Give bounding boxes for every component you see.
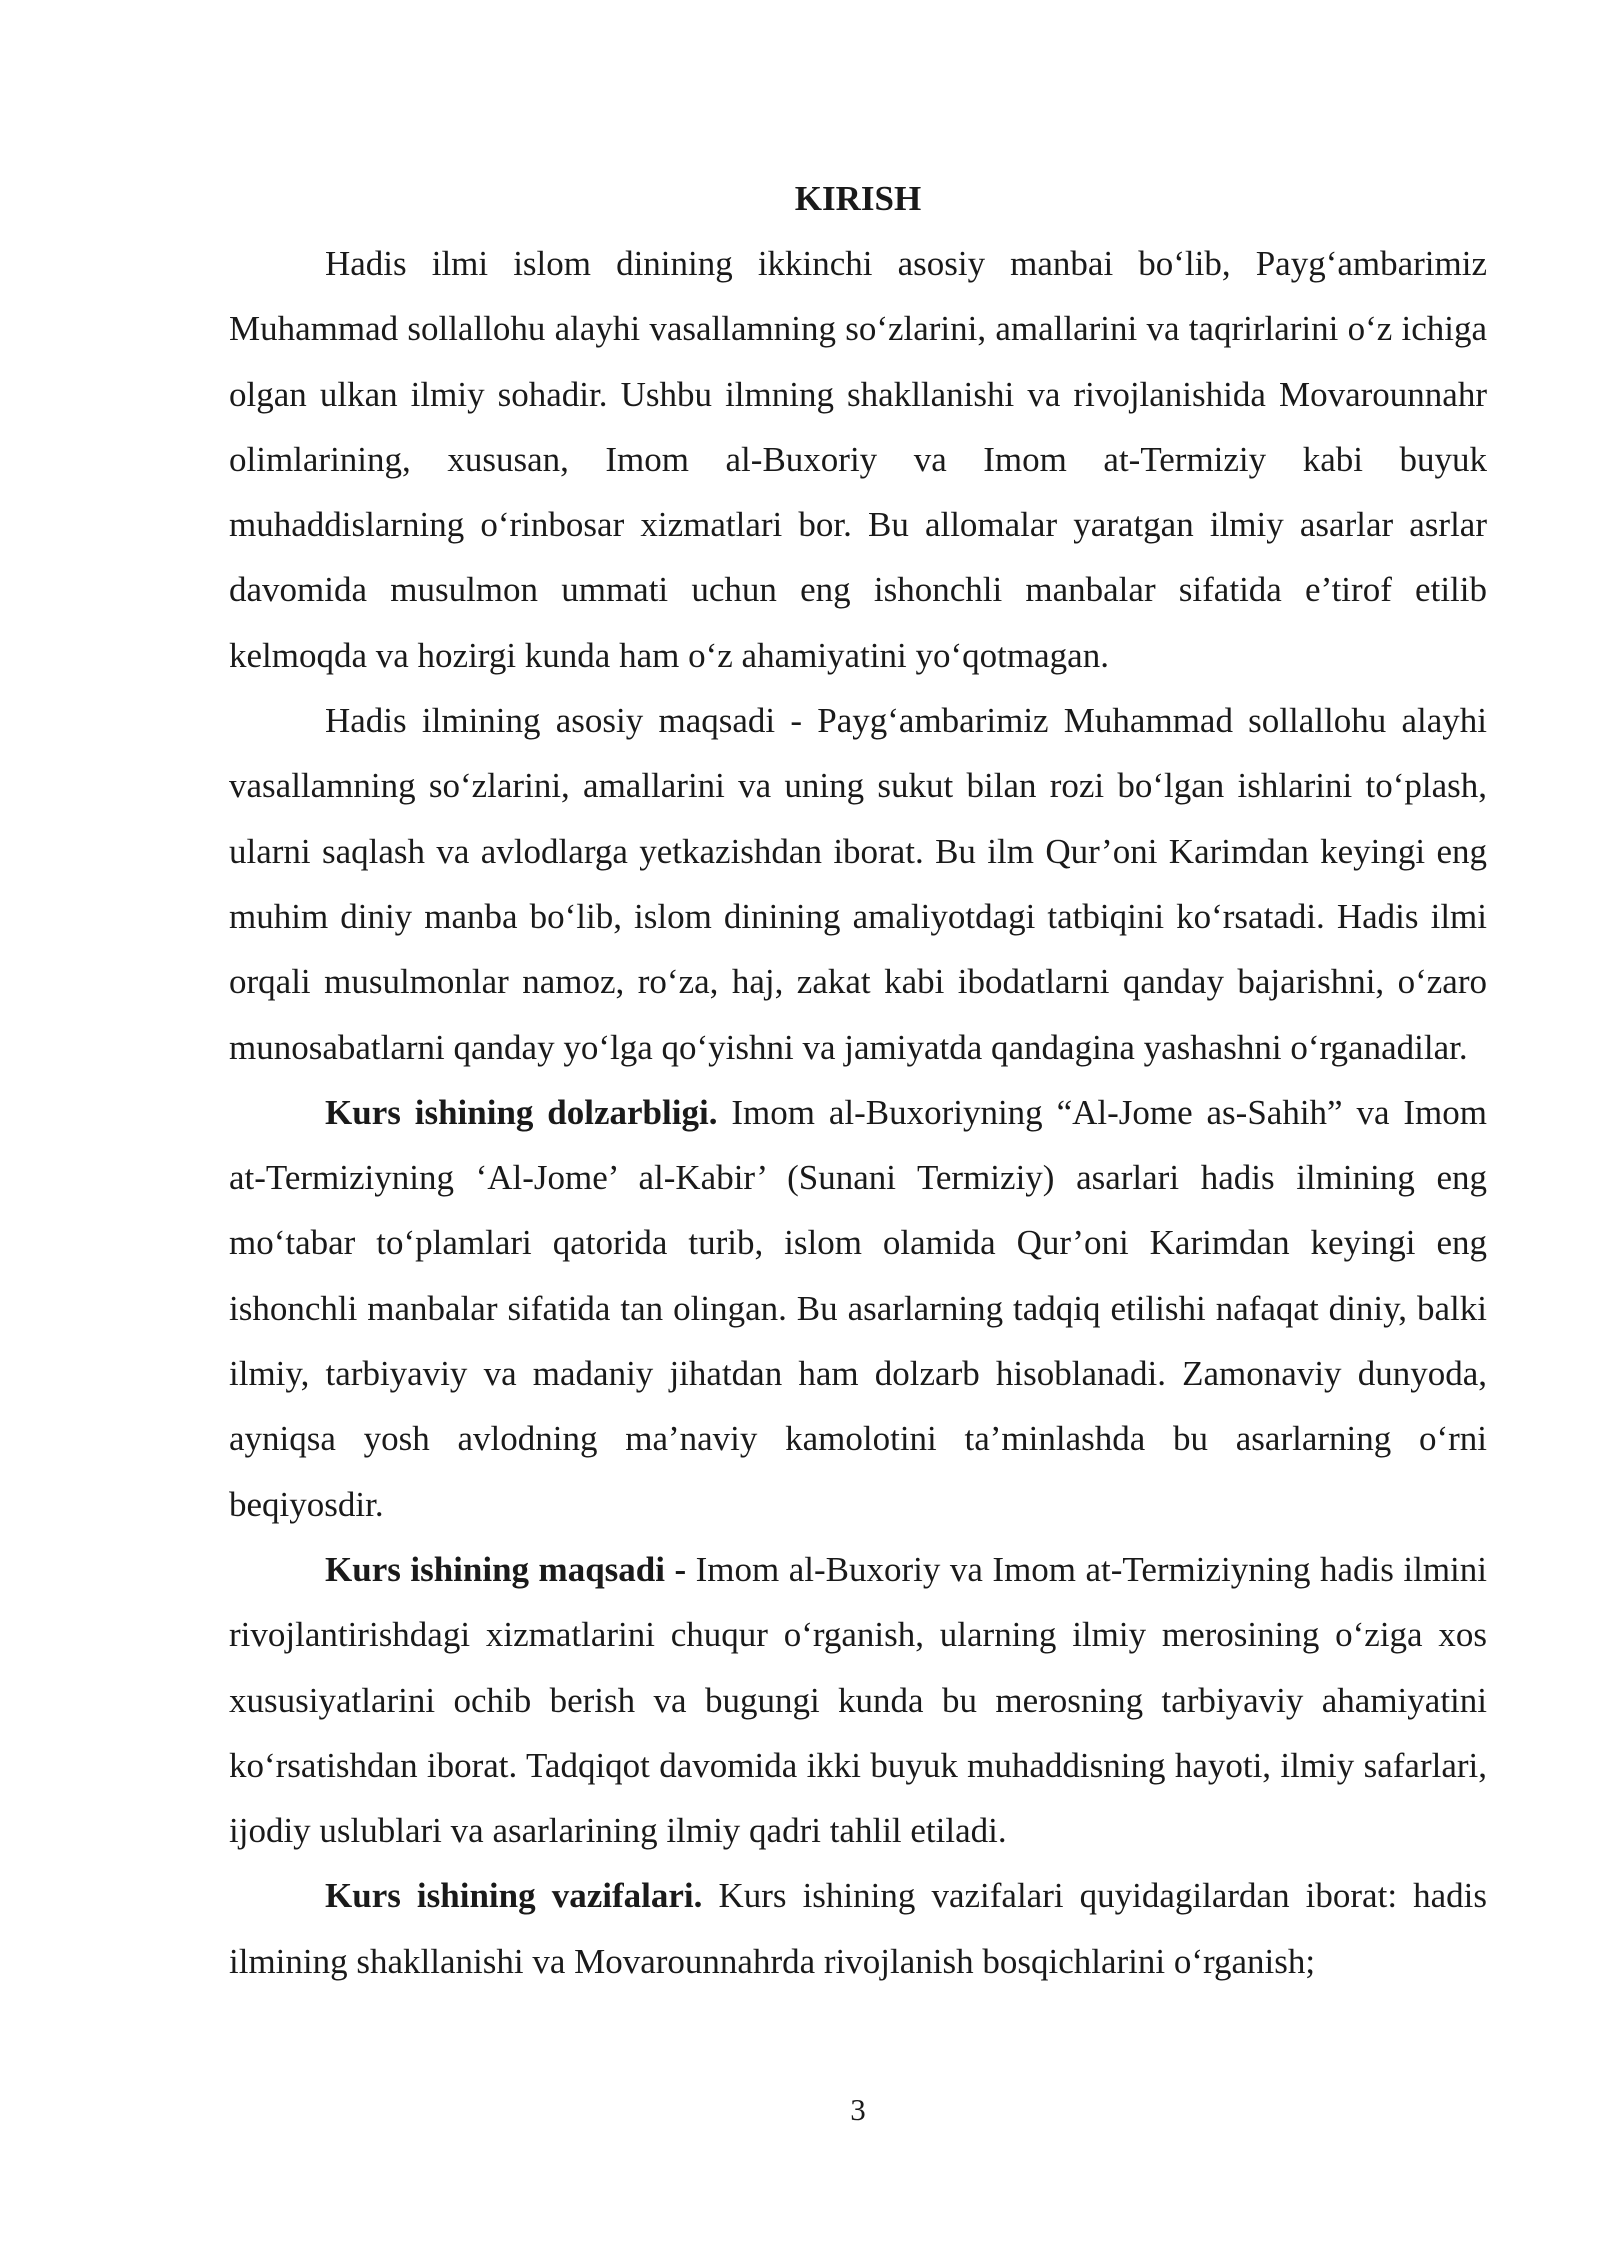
section-title: KIRISH (794, 179, 922, 218)
page-number: 3 (850, 2092, 866, 2127)
paragraph-purpose-of-hadith (229, 688, 1487, 1080)
page-body (229, 166, 1487, 1994)
paragraph-relevance (229, 1080, 1487, 1537)
paragraph-text: Hadis ilmi islom dinining ikkinchi asosiy manbai bo‘lib, Payg‘ambarimiz Muhammad sollallohu alayhi vasallamning so‘zlarini, amallarini va taqrirlarini o‘z ichiga olgan ulkan ilmiy sohadir. Ushbu ilmning shakllanishi va rivojlanishida Movarounnahr olimlarining, xususan, Imom al-Buxoriy va Imom at-Termiziy kabi buyuk muhaddislarning o‘rinbosar xizmatlari bor. Bu allomalar yaratgan ilmiy asarlar asrlar davomida musulmon ummati uchun eng ishonchli manbalar sifatida e’tirof etilib kelmoqda va hozirgi kunda ham o‘z ahamiyatini yo‘qotmagan. (229, 244, 1487, 675)
paragraph-text: Hadis ilmining asosiy maqsadi - Payg‘ambarimiz Muhammad sollallohu alayhi vasallamning so‘zlarini, amallarini va uning sukut bilan rozi bo‘lgan ishlarini to‘plash, ularni saqlash va avlodlarga yetkazishdan iborat. Bu ilm Qur’oni Karimdan keyingi eng muhim diniy manba bo‘lib, islom dinining amaliyotdagi tatbiqini ko‘rsatadi. Hadis ilmi orqali musulmonlar namoz, ro‘za, haj, zakat kabi ibodatlarni qanday bajarishni, o‘zaro munosabatlarni qanday yo‘lga qo‘yishni va jamiyatda qandagina yashashni o‘rganadilar. (229, 701, 1487, 1067)
paragraph-text: Imom al-Buxoriy va Imom at-Termiziyning hadis ilmini rivojlantirishdagi xizmatlarini chuqur o‘rganish, ularning ilmiy merosining o‘ziga xos xususiyatlarini ochib berish va bugungi kunda bu merosning tarbiyaviy ahamiyatini ko‘rsatishdan iborat. Tadqiqot davomida ikki buyuk muhaddisning hayoti, ilmiy safarlari, ijodiy uslublari va asarlarining ilmiy qadri tahlil etiladi. (229, 1549, 1487, 1851)
paragraph-lead: Kurs ishining dolzarbligi. (325, 1092, 718, 1132)
paragraph-tasks (229, 1863, 1487, 1994)
paragraph-lead: Kurs ishining maqsadi - (325, 1549, 687, 1589)
paragraph-goal (229, 1537, 1487, 1863)
paragraph-lead: Kurs ishining vazifalari. (325, 1876, 703, 1916)
paragraph-text: Imom al-Buxoriyning “Al-Jome as-Sahih” va Imom at-Termiziyning ‘Al-Jome’ al-Kabir’ (Sunani Termiziy) asarlari hadis ilmining eng mo‘tabar to‘plamlari qatorida turib, islom olamida Qur’oni Karimdan keyingi eng ishonchli manbalar sifatida tan olingan. Bu asarlarning tadqiq etilishi nafaqat diniy, balki ilmiy, tarbiyaviy va madaniy jihatdan ham dolzarb hisoblanadi. Zamonaviy dunyoda, ayniqsa yosh avlodning ma’naviy kamolotini ta’minlashda bu asarlarning o‘rni beqiyosdir. (229, 1092, 1487, 1524)
paragraph-text: Kurs ishining vazifalari quyidagilardan iborat: hadis ilmining shakllanishi va Movarounnahrda rivojlanish bosqichlarini o‘rganish; (229, 1876, 1488, 1981)
paragraph-intro (229, 231, 1487, 688)
